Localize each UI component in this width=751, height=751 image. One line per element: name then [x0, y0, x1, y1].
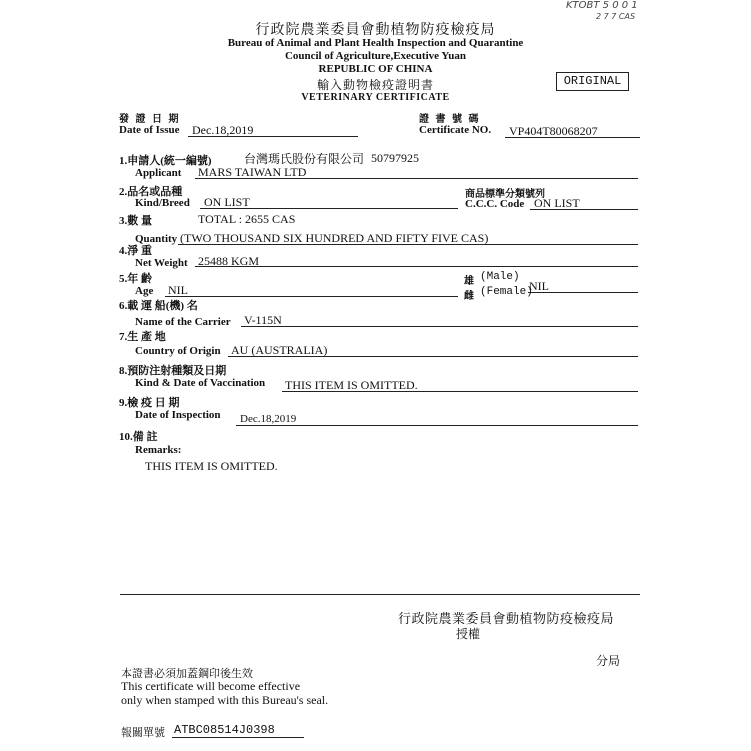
- issue-date-label-zh: 發 證 日 期: [119, 114, 181, 125]
- inspection-label-zh: 9.檢 疫 日 期: [119, 397, 180, 409]
- remarks-label-zh: 10.備 註: [119, 431, 158, 443]
- quantity-value-line2: (TWO THOUSAND SIX HUNDRED AND FIFTY FIVE CAS): [180, 231, 489, 245]
- female-label-en: (Female): [480, 286, 533, 298]
- origin-label-en: Country of Origin: [135, 345, 221, 357]
- weight-value: 25488 KGM: [198, 254, 260, 268]
- weight-label-en: Net Weight: [135, 257, 188, 269]
- cert-no-underline: [505, 137, 640, 138]
- applicant-value-en: MARS TAIWAN LTD: [198, 165, 307, 179]
- kind-value: ON LIST: [204, 195, 250, 209]
- branch-zh: 分局: [596, 654, 621, 668]
- kind-label-zh: 2.品名或品種: [119, 186, 183, 198]
- remarks-value: THIS ITEM IS OMITTED.: [145, 459, 278, 473]
- section-divider: [120, 594, 640, 595]
- council-title: Council of Agriculture,Executive Yuan: [284, 50, 467, 62]
- country-title: REPUBLIC OF CHINA: [318, 63, 433, 75]
- handwritten-note-line2: 2 7 7 CAS: [596, 12, 636, 21]
- ccc-label-zh: 商品標準分類號列: [465, 189, 545, 200]
- applicant-value-zh: 台灣瑪氏股份有限公司: [244, 152, 365, 166]
- seal-note-en-line2: only when stamped with this Bureau's seal.: [121, 693, 329, 707]
- applicant-label-zh: 1.申請人(統一編號): [119, 155, 212, 167]
- customs-no-label-zh: 報關單號: [121, 727, 165, 739]
- ccc-label-en: C.C.C. Code: [465, 198, 525, 210]
- customs-no-underline: [172, 737, 304, 738]
- original-stamp: ORIGINAL: [556, 72, 629, 91]
- applicant-tax-id: 50797925: [371, 151, 419, 165]
- cert-no-value: VP404T80068207: [509, 124, 598, 138]
- bureau-title-en: Bureau of Animal and Plant Health Inspection and Quarantine: [227, 37, 524, 49]
- authority-zh: 行政院農業委員會動植物防疫檢疫局: [398, 611, 615, 626]
- handwritten-note-line1: KTOBT 5 0 0 1: [566, 0, 638, 11]
- kind-underline: [200, 208, 458, 209]
- quantity-label-en: Quantity: [135, 233, 178, 245]
- ccc-value: ON LIST: [534, 196, 580, 210]
- inspection-value: Dec.18,2019: [240, 413, 297, 425]
- certificate-title-zh: 輸入動物檢疫證明書: [316, 78, 434, 92]
- carrier-label-zh: 6.載 運 船(機) 名: [119, 300, 198, 312]
- carrier-value: V-115N: [244, 313, 282, 327]
- female-label-zh: 雌: [464, 291, 474, 302]
- age-underline: [165, 296, 458, 297]
- seal-note-zh: 本證書必須加蓋鋼印後生效: [121, 668, 253, 680]
- vaccination-label-zh: 8.預防注射種類及日期: [119, 365, 227, 377]
- age-label-en: Age: [135, 285, 154, 297]
- origin-underline: [228, 356, 638, 357]
- cert-no-label-zh: 證 書 號 碼: [419, 114, 481, 125]
- certificate-title-en: VETERINARY CERTIFICATE: [301, 92, 450, 103]
- inspection-label-en: Date of Inspection: [135, 409, 221, 421]
- customs-no-value: ATBC08514J0398: [174, 723, 275, 737]
- origin-label-zh: 7.生 產 地: [119, 331, 166, 343]
- ccc-underline: [530, 209, 638, 210]
- male-label-zh: 雄: [464, 276, 474, 287]
- issue-date-value: Dec.18,2019: [192, 123, 254, 137]
- vaccination-underline: [282, 391, 638, 392]
- origin-value: AU (AUSTRALIA): [231, 343, 328, 357]
- inspection-underline: [236, 425, 638, 426]
- carrier-label-en: Name of the Carrier: [135, 316, 231, 328]
- issue-date-underline: [188, 136, 358, 137]
- cert-no-label-en: Certificate NO.: [419, 124, 492, 136]
- weight-label-zh: 4.淨 重: [119, 245, 152, 257]
- weight-underline: [195, 266, 638, 267]
- sex-underline: [528, 292, 638, 293]
- quantity-label-zh: 3.數 量: [119, 215, 152, 227]
- vaccination-label-en: Kind & Date of Vaccination: [135, 377, 266, 389]
- carrier-underline: [241, 326, 638, 327]
- remarks-label-en: Remarks:: [135, 444, 182, 456]
- vaccination-value: THIS ITEM IS OMITTED.: [285, 378, 418, 392]
- seal-note-en-line1: This certificate will become effective: [121, 679, 301, 693]
- male-label-en: (Male): [480, 271, 520, 283]
- applicant-label-en: Applicant: [135, 167, 182, 179]
- kind-label-en: Kind/Breed: [135, 197, 190, 209]
- quantity-value-line1: TOTAL : 2655 CAS: [198, 212, 296, 226]
- applicant-underline: [195, 178, 638, 179]
- age-label-zh: 5.年 齡: [119, 273, 152, 285]
- issue-date-label-en: Date of Issue: [119, 124, 180, 136]
- age-value: NIL: [168, 283, 188, 297]
- quantity-underline: [178, 244, 638, 245]
- sex-value: NIL: [529, 279, 549, 293]
- bureau-title-zh: 行政院農業委員會動植物防疫檢疫局: [255, 23, 496, 38]
- authorized-zh: 授權: [456, 627, 481, 641]
